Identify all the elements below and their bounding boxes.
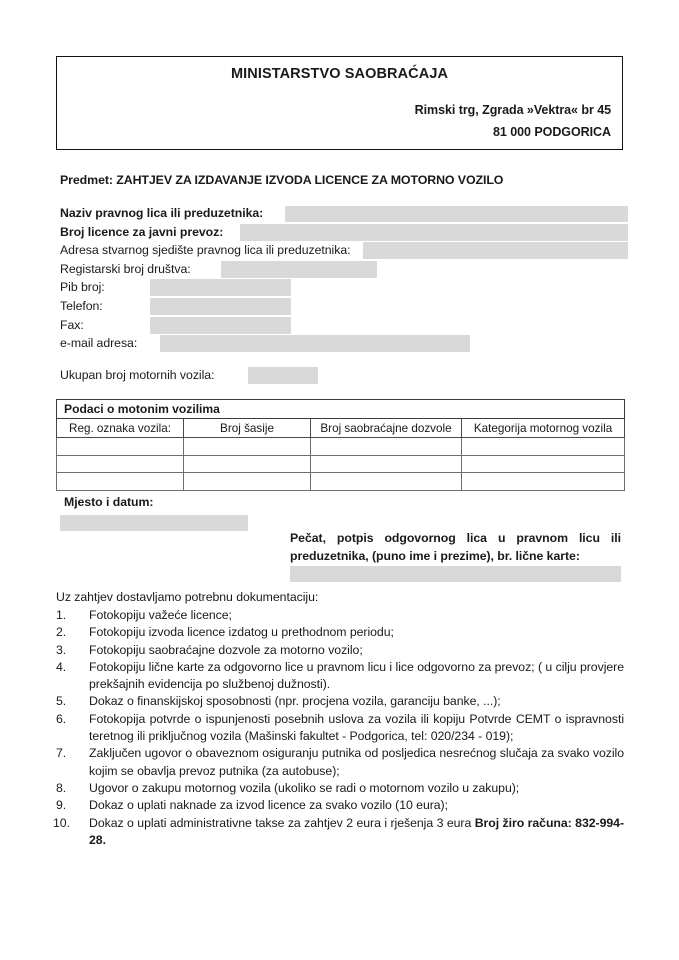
stamp-signature-fill[interactable]	[290, 566, 621, 582]
list-item-number: 1.	[56, 608, 67, 622]
vehicles-table-header-row	[57, 419, 625, 438]
field-label-broj-licence: Broj licence za javni prevoz:	[60, 225, 226, 239]
cell-broj-dozvole[interactable]	[311, 455, 462, 473]
list-item-text: Fotokopiju važeće licence;	[89, 608, 232, 622]
field-fill-adresa[interactable]	[363, 242, 628, 259]
list-item-text: Dokaz o finanskijskoj sposobnosti (npr. procjena vozila, garanciju banke, ...);	[89, 694, 501, 709]
list-item	[56, 624, 624, 641]
list-item	[56, 642, 624, 659]
documentation-list	[53, 607, 624, 849]
ministry-title: MINISTARSTVO SAOBRAĆAJA	[230, 66, 449, 82]
list-item-text: Fotokopiju lične karte za odgovorno lice u pravnom licu i lice odgovorno za prevoz; ( u cilju provjere prekšajnih evidencija po službenoj dužnosti).	[89, 659, 624, 692]
total-vehicles-fill[interactable]	[248, 367, 318, 384]
list-item	[56, 711, 624, 746]
table-row	[57, 438, 625, 456]
field-label-naziv: Naziv pravnog lica ili preduzetnika:	[60, 206, 266, 220]
list-item-number: 2.	[56, 625, 67, 640]
list-item-text: Ugovor o zakupu motornog vozila (ukoliko se radi o motornom vozilo u zakupu);	[89, 780, 520, 795]
list-item	[56, 693, 624, 710]
place-date-label: Mjesto i datum:	[64, 495, 154, 509]
field-fill-broj-licence[interactable]	[240, 224, 628, 241]
list-item-number: 7.	[56, 746, 67, 761]
list-item-text: Dokaz o uplati naknade za izvod licence za svako vozilo (10 eura);	[89, 798, 448, 813]
field-fill-pib[interactable]	[150, 279, 291, 296]
stamp-signature-label: Pečat, potpis odgovornog lica u pravnom licu ili preduzetnika, (puno ime i prezime), br. lične karte:	[290, 531, 621, 563]
field-row-fax	[60, 316, 628, 335]
field-fill-telefon[interactable]	[150, 298, 291, 315]
list-item-number: 4.	[56, 659, 67, 674]
field-fill-email[interactable]	[160, 335, 470, 352]
cell-kategorija[interactable]	[462, 473, 625, 491]
documentation-intro: Uz zahtjev dostavljamo potrebnu dokumentaciju:	[56, 590, 319, 604]
cell-broj-dozvole[interactable]	[311, 473, 462, 491]
table-row	[57, 455, 625, 473]
field-label-pib: Pib broj:	[60, 280, 108, 294]
list-item	[56, 780, 624, 797]
total-vehicles-row	[60, 366, 214, 384]
field-fill-registarski-broj[interactable]	[221, 261, 377, 278]
field-label-email: e-mail adresa:	[60, 336, 140, 350]
field-label-registarski-broj: Registarski broj društva:	[60, 262, 194, 276]
field-fill-naziv[interactable]	[285, 206, 628, 222]
vehicles-table	[56, 399, 625, 491]
column-header-reg-oznaka: Reg. oznaka vozila:	[57, 419, 184, 438]
list-item-text: Fotokopiju izvoda licence izdatog u prethodnom periodu;	[89, 625, 394, 640]
field-row-registarski-broj	[60, 260, 628, 279]
letterhead-box	[56, 56, 623, 150]
cell-broj-dozvole[interactable]	[311, 438, 462, 456]
cell-reg-oznaka[interactable]	[57, 455, 184, 473]
field-row-naziv	[60, 204, 628, 223]
table-row	[57, 473, 625, 491]
total-vehicles-label: Ukupan broj motornih vozila:	[60, 368, 215, 382]
list-item	[56, 745, 624, 780]
ministry-address-line-2: 81 000 PODGORICA	[493, 125, 611, 139]
cell-kategorija[interactable]	[462, 438, 625, 456]
list-item-number: 9.	[56, 798, 67, 813]
field-row-email	[60, 334, 628, 353]
place-date-fill[interactable]	[60, 515, 248, 531]
list-item	[53, 815, 624, 850]
field-fill-fax[interactable]	[150, 317, 291, 334]
list-item-number: 5.	[56, 694, 67, 709]
cell-reg-oznaka[interactable]	[57, 473, 184, 491]
list-item-number: 3.	[56, 642, 67, 657]
field-label-fax: Fax:	[60, 318, 87, 332]
list-item-text: Fotokopiju saobraćajne dozvole za motorno vozilo;	[89, 642, 363, 657]
field-label-adresa: Adresa stvarnog sjedište pravnog lica ili preduzetnika:	[60, 243, 354, 257]
ministry-address-line-1: Rimski trg, Zgrada »Vektra« br 45	[414, 103, 611, 117]
list-item-text: Fotokopija potvrde o ispunjenosti posebnih uslova za vozila ili kopiju Potvrde CEMT o ispravnosti teretnog ili priključnog vozila (Mašinski fakultet - Podgorica, tel: 020/234 - 019);	[89, 711, 624, 744]
list-item-number: 10.	[53, 815, 70, 830]
field-label-telefon: Telefon:	[60, 299, 106, 313]
list-item-account-number: Broj žiro računa: 832-994- 28.	[89, 815, 624, 847]
column-header-broj-dozvole: Broj saobraćajne dozvole	[311, 419, 462, 438]
list-item	[56, 659, 624, 694]
vehicles-table-title: Podaci o motonim vozilima	[57, 400, 625, 419]
column-header-kategorija: Kategorija motornog vozila	[462, 419, 625, 438]
column-header-broj-sasije: Broj šasije	[184, 419, 311, 438]
cell-kategorija[interactable]	[462, 455, 625, 473]
field-row-pib	[60, 278, 628, 297]
list-item-text: Dokaz o uplati administrativne takse za zahtjev 2 eura i rješenja 3 eura	[89, 815, 475, 830]
field-row-telefon	[60, 297, 628, 316]
field-row-broj-licence	[60, 223, 628, 242]
list-item-text: Zaključen ugovor o obaveznom osiguranju putnika od posljedica nesrećnog slučaja za svako vozilo kojim se obavlja prevoz putnika (za autobuse);	[89, 746, 624, 778]
cell-reg-oznaka[interactable]	[57, 438, 184, 456]
list-item-number: 8.	[56, 780, 67, 795]
subject-line: Predmet: ZAHTJEV ZA IZDAVANJE IZVODA LICENCE ZA MOTORNO VOZILO	[60, 173, 504, 187]
cell-broj-sasije[interactable]	[184, 438, 311, 456]
list-item	[56, 797, 624, 814]
applicant-fields	[60, 204, 628, 353]
vehicles-table-title-row	[57, 400, 625, 419]
cell-broj-sasije[interactable]	[184, 473, 311, 491]
list-item	[56, 607, 624, 624]
field-row-adresa	[60, 241, 628, 260]
list-item-number: 6.	[56, 711, 67, 726]
cell-broj-sasije[interactable]	[184, 455, 311, 473]
